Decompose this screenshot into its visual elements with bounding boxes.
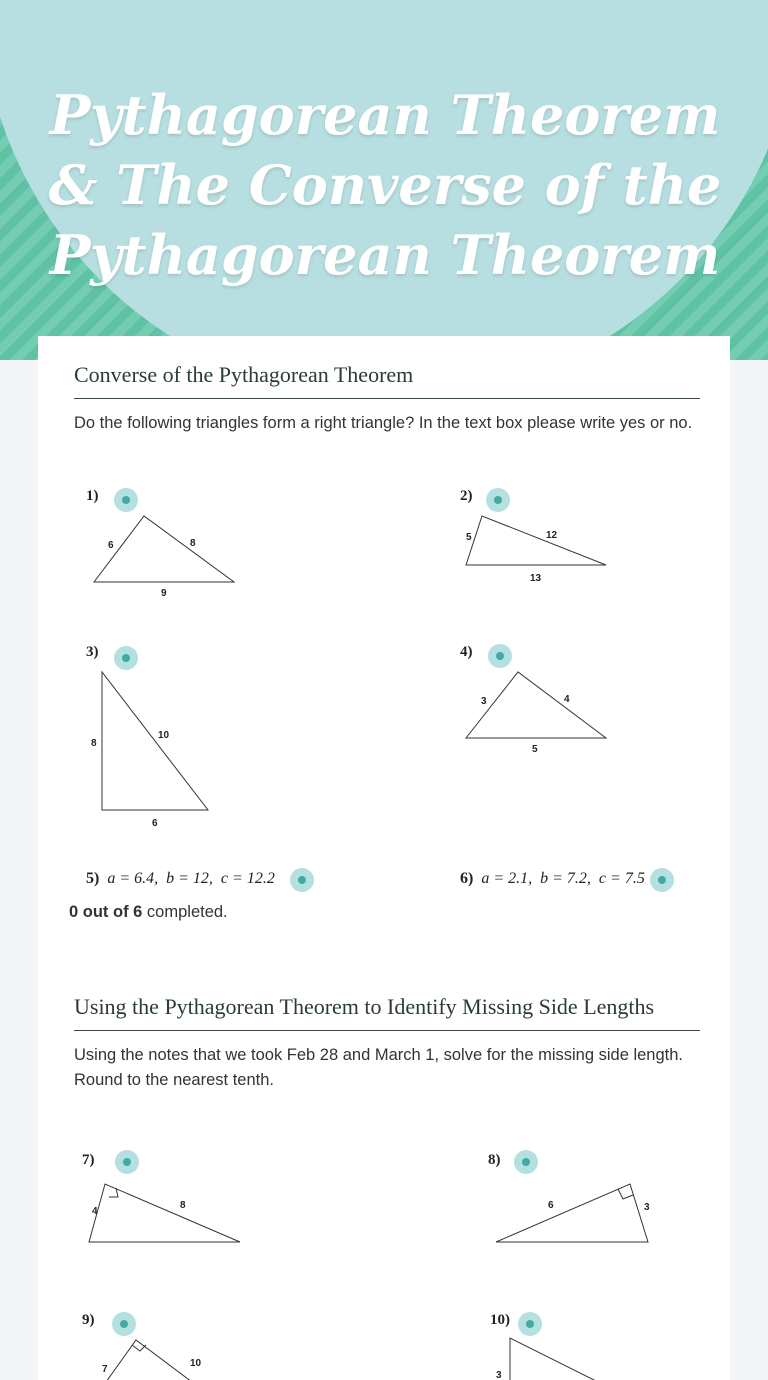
worksheet-card	[38, 336, 730, 1380]
side-label: 3	[481, 696, 487, 707]
value-c: c = 7.5	[598, 870, 645, 887]
side-label: 6	[548, 1200, 554, 1211]
side-label: 10	[190, 1358, 202, 1369]
side-label: 3	[644, 1202, 650, 1213]
value-b: b = 12,	[166, 870, 213, 887]
side-label: 13	[530, 573, 542, 584]
question-number: 5)	[86, 870, 100, 887]
side-label: 6	[152, 818, 158, 829]
progress-count: 0 out of 6	[69, 903, 143, 921]
answer-field[interactable]	[114, 646, 138, 670]
value-a: a = 6.4,	[107, 870, 159, 887]
answer-field[interactable]	[115, 1150, 139, 1174]
answer-field[interactable]	[114, 488, 138, 512]
page-title: Pythagorean Theorem & The Converse of the Pythagorean Theorem	[48, 83, 722, 287]
equation-text	[460, 870, 645, 888]
question-number: 6)	[460, 870, 474, 887]
triangle-figure	[490, 1336, 670, 1380]
triangle-figure	[460, 668, 620, 758]
value-b: b = 7.2,	[540, 870, 591, 887]
equation-text	[86, 870, 275, 888]
value-c: c = 12.2	[220, 870, 275, 887]
side-label: 6	[108, 540, 114, 551]
question-number: 9)	[82, 1312, 95, 1328]
question-number: 8)	[488, 1152, 501, 1168]
side-label: 7	[102, 1364, 108, 1375]
question-number: 10)	[490, 1312, 510, 1328]
section-instructions: Do the following triangles form a right triangle? In the text box please write yes or no.	[74, 414, 693, 432]
answer-field[interactable]	[486, 488, 510, 512]
section-instructions: Using the notes that we took Feb 28 and March 1, solve for the missing side length. Round to the nearest tenth.	[74, 1046, 684, 1089]
section-heading: Converse of the Pythagorean Theorem	[74, 362, 700, 399]
progress-suffix: completed.	[142, 903, 228, 921]
question-number: 1)	[86, 488, 99, 504]
progress-text	[69, 903, 228, 922]
question-number: 4)	[460, 644, 473, 660]
triangle-figure	[488, 1172, 668, 1252]
triangle-figure	[82, 1332, 262, 1380]
answer-field[interactable]	[650, 868, 674, 892]
triangle-figure	[460, 510, 620, 590]
section-heading: Using the Pythagorean Theorem to Identify Missing Side Lengths	[74, 994, 700, 1031]
side-label: 3	[496, 1370, 502, 1380]
triangle-figure	[86, 510, 246, 600]
side-label: 8	[91, 738, 97, 749]
side-label: 5	[532, 744, 538, 755]
answer-field[interactable]	[518, 1312, 542, 1336]
section-missing-sides	[74, 994, 700, 1093]
side-label: 8	[180, 1200, 186, 1211]
question-number: 2)	[460, 488, 473, 504]
section-converse	[74, 362, 700, 436]
side-label: 4	[92, 1206, 98, 1217]
value-a: a = 2.1,	[481, 870, 533, 887]
side-label: 4	[564, 694, 570, 705]
triangle-figure	[82, 1172, 252, 1252]
answer-field[interactable]	[514, 1150, 538, 1174]
side-label: 5	[466, 532, 472, 543]
side-label: 8	[190, 538, 196, 549]
answer-field[interactable]	[290, 868, 314, 892]
question-number: 3)	[86, 644, 99, 660]
answer-field[interactable]	[488, 644, 512, 668]
question-number: 7)	[82, 1152, 95, 1168]
triangle-figure	[86, 668, 226, 838]
side-label: 12	[546, 530, 558, 541]
side-label: 9	[161, 588, 167, 599]
side-label: 10	[158, 730, 170, 741]
